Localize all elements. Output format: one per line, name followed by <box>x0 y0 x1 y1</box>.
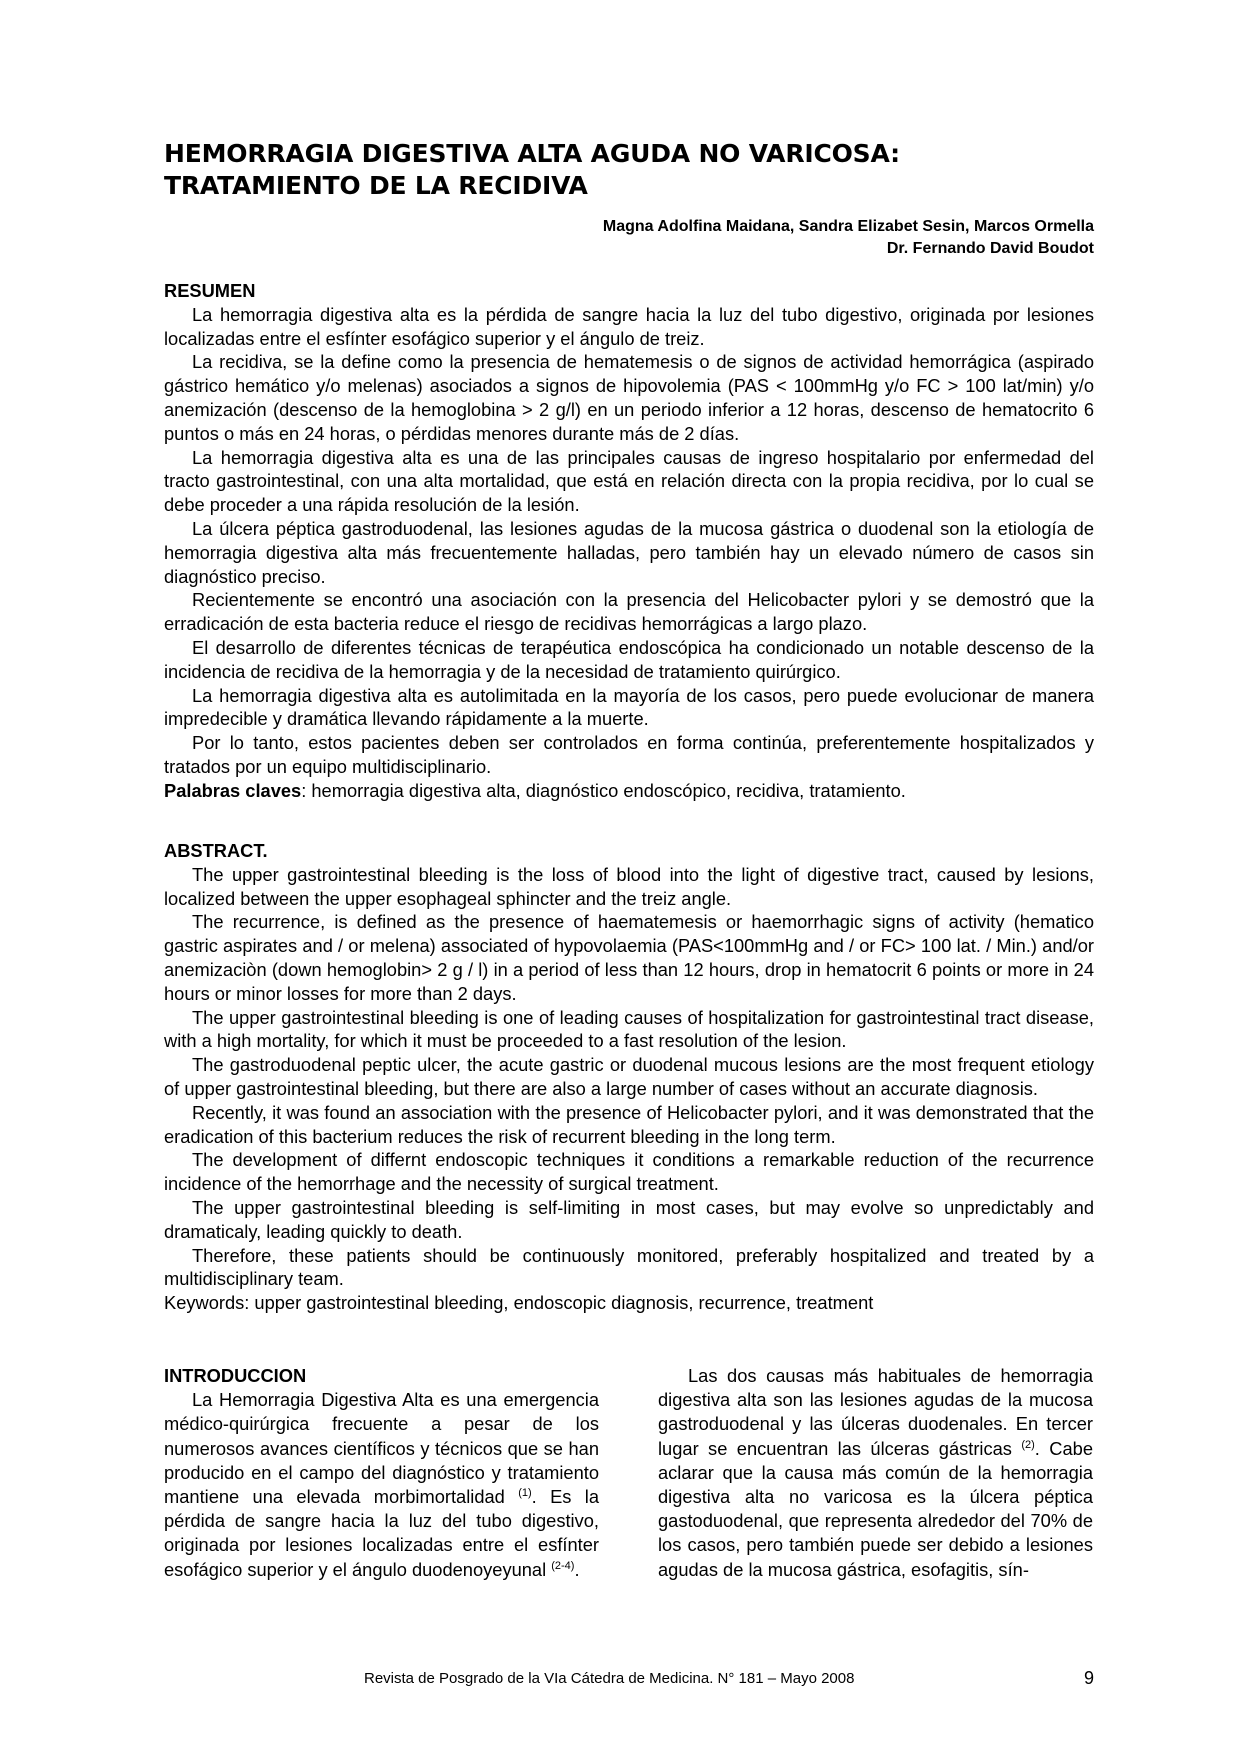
title-line-2: TRATAMIENTO DE LA RECIDIVA <box>164 171 588 200</box>
abstract-paragraph: The upper gastrointestinal bleeding is the loss of blood into the light of digestive tract, caused by lesions, localized between the upper esophageal sphincter and the treiz angle. <box>164 863 1094 909</box>
abstract-section <box>164 839 1094 1315</box>
article-title <box>164 138 1094 202</box>
reference-citation: (2-4) <box>551 1559 575 1572</box>
abstract-paragraph: Recently, it was found an association with the presence of Helicobacter pylori, and it was demonstrated that the eradication of this bacterium reduces the risk of recurrent bleeding in the long term. <box>164 1101 1094 1147</box>
resumen-paragraph: Por lo tanto, estos pacientes deben ser controlados en forma continúa, preferentemente hospitalizados y tratados por un equipo multidisciplinario. <box>164 732 1094 777</box>
intro-text: Las dos causas más habituales de hemorragia digestiva alta son las lesiones agudas de la mucosa gastroduodenal y las úlceras duodenales. En tercer lugar se encuentran las úlceras gástricas <box>658 1365 1093 1459</box>
resumen-paragraph: Recientemente se encontró una asociación con la presencia del Helicobacter pylori y se demostró que la erradicación de esta bacteria reduce el riesgo de recidivas hemorrágicas a largo plazo. <box>164 589 1094 635</box>
resumen-section <box>164 279 1094 803</box>
abstract-paragraph: The recurrence, is defined as the presence of haematemesis or haemorrhagic signs of activity (hematico gastric aspirates and / or melena) associated of hypovolaemia (PAS<100mmHg and / or FC> 100 lat. / Min.) and/or anemizaciòn (down hemoglobin> 2 g / l) in a period of less than 12 hours, drop in hematocrit 6 points or more in 24 hours or minor losses for more than 2 days. <box>164 911 1094 1004</box>
abstract-paragraph: Therefore, these patients should be continuously monitored, preferably hospitalized and treated by a multidisciplinary team. <box>164 1244 1094 1290</box>
title-line-1: HEMORRAGIA DIGESTIVA ALTA AGUDA NO VARICOSA: <box>164 139 900 168</box>
abstract-paragraph: The upper gastrointestinal bleeding is self-limiting in most cases, but may evolve so unpredictably and dramaticaly, leading quickly to death. <box>164 1196 1094 1242</box>
page-number: 9 <box>1083 1668 1094 1688</box>
introduccion-paragraph <box>658 1364 1093 1582</box>
reference-citation: (1) <box>518 1486 532 1499</box>
introduccion-paragraph <box>164 1388 599 1582</box>
abstract-heading: ABSTRACT. <box>164 840 268 861</box>
resumen-paragraph: La hemorragia digestiva alta es la pérdida de sangre hacia la luz del tubo digestivo, originada por lesiones localizadas entre el esfínter esofágico superior y el ángulo de treiz. <box>164 303 1094 349</box>
resumen-paragraph: La hemorragia digestiva alta es autolimitada en la mayoría de los casos, pero puede evolucionar de manera impredecible y dramática llevando rápidamente a la muerte. <box>164 684 1094 730</box>
intro-text: . Cabe aclarar que la causa más común de la hemorragia digestiva alta no varicosa es la úlcera péptica gastoduodenal, que representa alrededor del 70% de los casos, pero también puede ser debido a lesiones agudas de la mucosa gástrica, esofagitis, sín- <box>658 1437 1093 1580</box>
introduccion-heading: INTRODUCCION <box>164 1365 307 1386</box>
resumen-paragraph: La úlcera péptica gastroduodenal, las lesiones agudas de la mucosa gástrica o duodenal son la etiología de hemorragia digestiva alta más frecuentemente halladas, pero también hay un elevado número de casos sin diagnóstico preciso. <box>164 517 1094 587</box>
author-list <box>603 216 1094 260</box>
resumen-paragraph: La recidiva, se la define como la presencia de hematemesis o de signos de actividad hemorrágica (aspirado gástrico hemático y/o melenas) asociados a signos de hipovolemia (PAS < 100mmHg y/o FC > 100 lat/min) y/o anemización (descenso de la hemoglobina > 2 g/l) en un periodo inferior a 12 horas, descenso de hematocrito 6 puntos o más en 24 horas, o pérdidas menores durante más de 2 días. <box>164 351 1094 444</box>
introduccion-right-column <box>658 1364 1093 1582</box>
resumen-paragraph: El desarrollo de diferentes técnicas de terapéutica endoscópica ha condicionado un notable descenso de la incidencia de recidiva de la hemorragia y de la necesidad de tratamiento quirúrgico. <box>164 636 1094 682</box>
palabras-claves-text: : hemorragia digestiva alta, diagnóstico endoscópico, recidiva, tratamiento. <box>301 779 906 801</box>
abstract-paragraph: The upper gastrointestinal bleeding is one of leading causes of hospitalization for gastrointestinal tract disease, with a high mortality, for which it must be proceeded to a fast resolution of the lesion. <box>164 1006 1094 1052</box>
article-page <box>164 0 1094 1754</box>
reference-citation: (2) <box>1021 1438 1035 1451</box>
intro-text: La Hemorragia Digestiva Alta es una emergencia médico-quirúrgica frecuente a pesar de los numerosos avances científicos y técnicos que se han producido en el campo del diagnóstico y tratamiento mantiene una elevada morbimortalidad <box>164 1389 599 1508</box>
authors-line-1: Magna Adolfina Maidana, Sandra Elizabet Sesin, Marcos Ormella <box>602 218 1094 235</box>
palabras-claves-label: Palabras claves <box>164 779 302 801</box>
resumen-heading: RESUMEN <box>164 280 256 301</box>
palabras-claves <box>164 779 1094 803</box>
abstract-keywords: Keywords: upper gastrointestinal bleeding, endoscopic diagnosis, recurrence, treatment <box>164 1292 874 1314</box>
abstract-paragraph: The development of differnt endoscopic techniques it conditions a remarkable reduction of the recurrence incidence of the hemorrhage and the necessity of surgical treatment. <box>164 1149 1094 1195</box>
authors-line-2: Dr. Fernando David Boudot <box>886 240 1094 257</box>
abstract-paragraph: The gastroduodenal peptic ulcer, the acute gastric or duodenal mucous lesions are the most frequent etiology of upper gastrointestinal bleeding, but there are also a large number of cases without an accurate diagnosis. <box>164 1054 1094 1099</box>
intro-text: . <box>574 1558 580 1580</box>
intro-text: . Es la pérdida de sangre hacia la luz del tubo digestivo, originada por lesiones localizadas entre el esfínter esofágico superior y el ángulo duodenoyeyunal <box>164 1486 599 1580</box>
journal-footer: Revista de Posgrado de la VIa Cátedra de Medicina. N° 181 – Mayo 2008 <box>364 1670 855 1687</box>
resumen-paragraph: La hemorragia digestiva alta es una de las principales causas de ingreso hospitalario por enfermedad del tracto gastrointestinal, con una alta mortalidad, que está en relación directa con la propia recidiva, por lo cual se debe proceder a una rápida resolución de la lesión. <box>164 446 1094 516</box>
introduccion-left-column <box>164 1364 599 1582</box>
